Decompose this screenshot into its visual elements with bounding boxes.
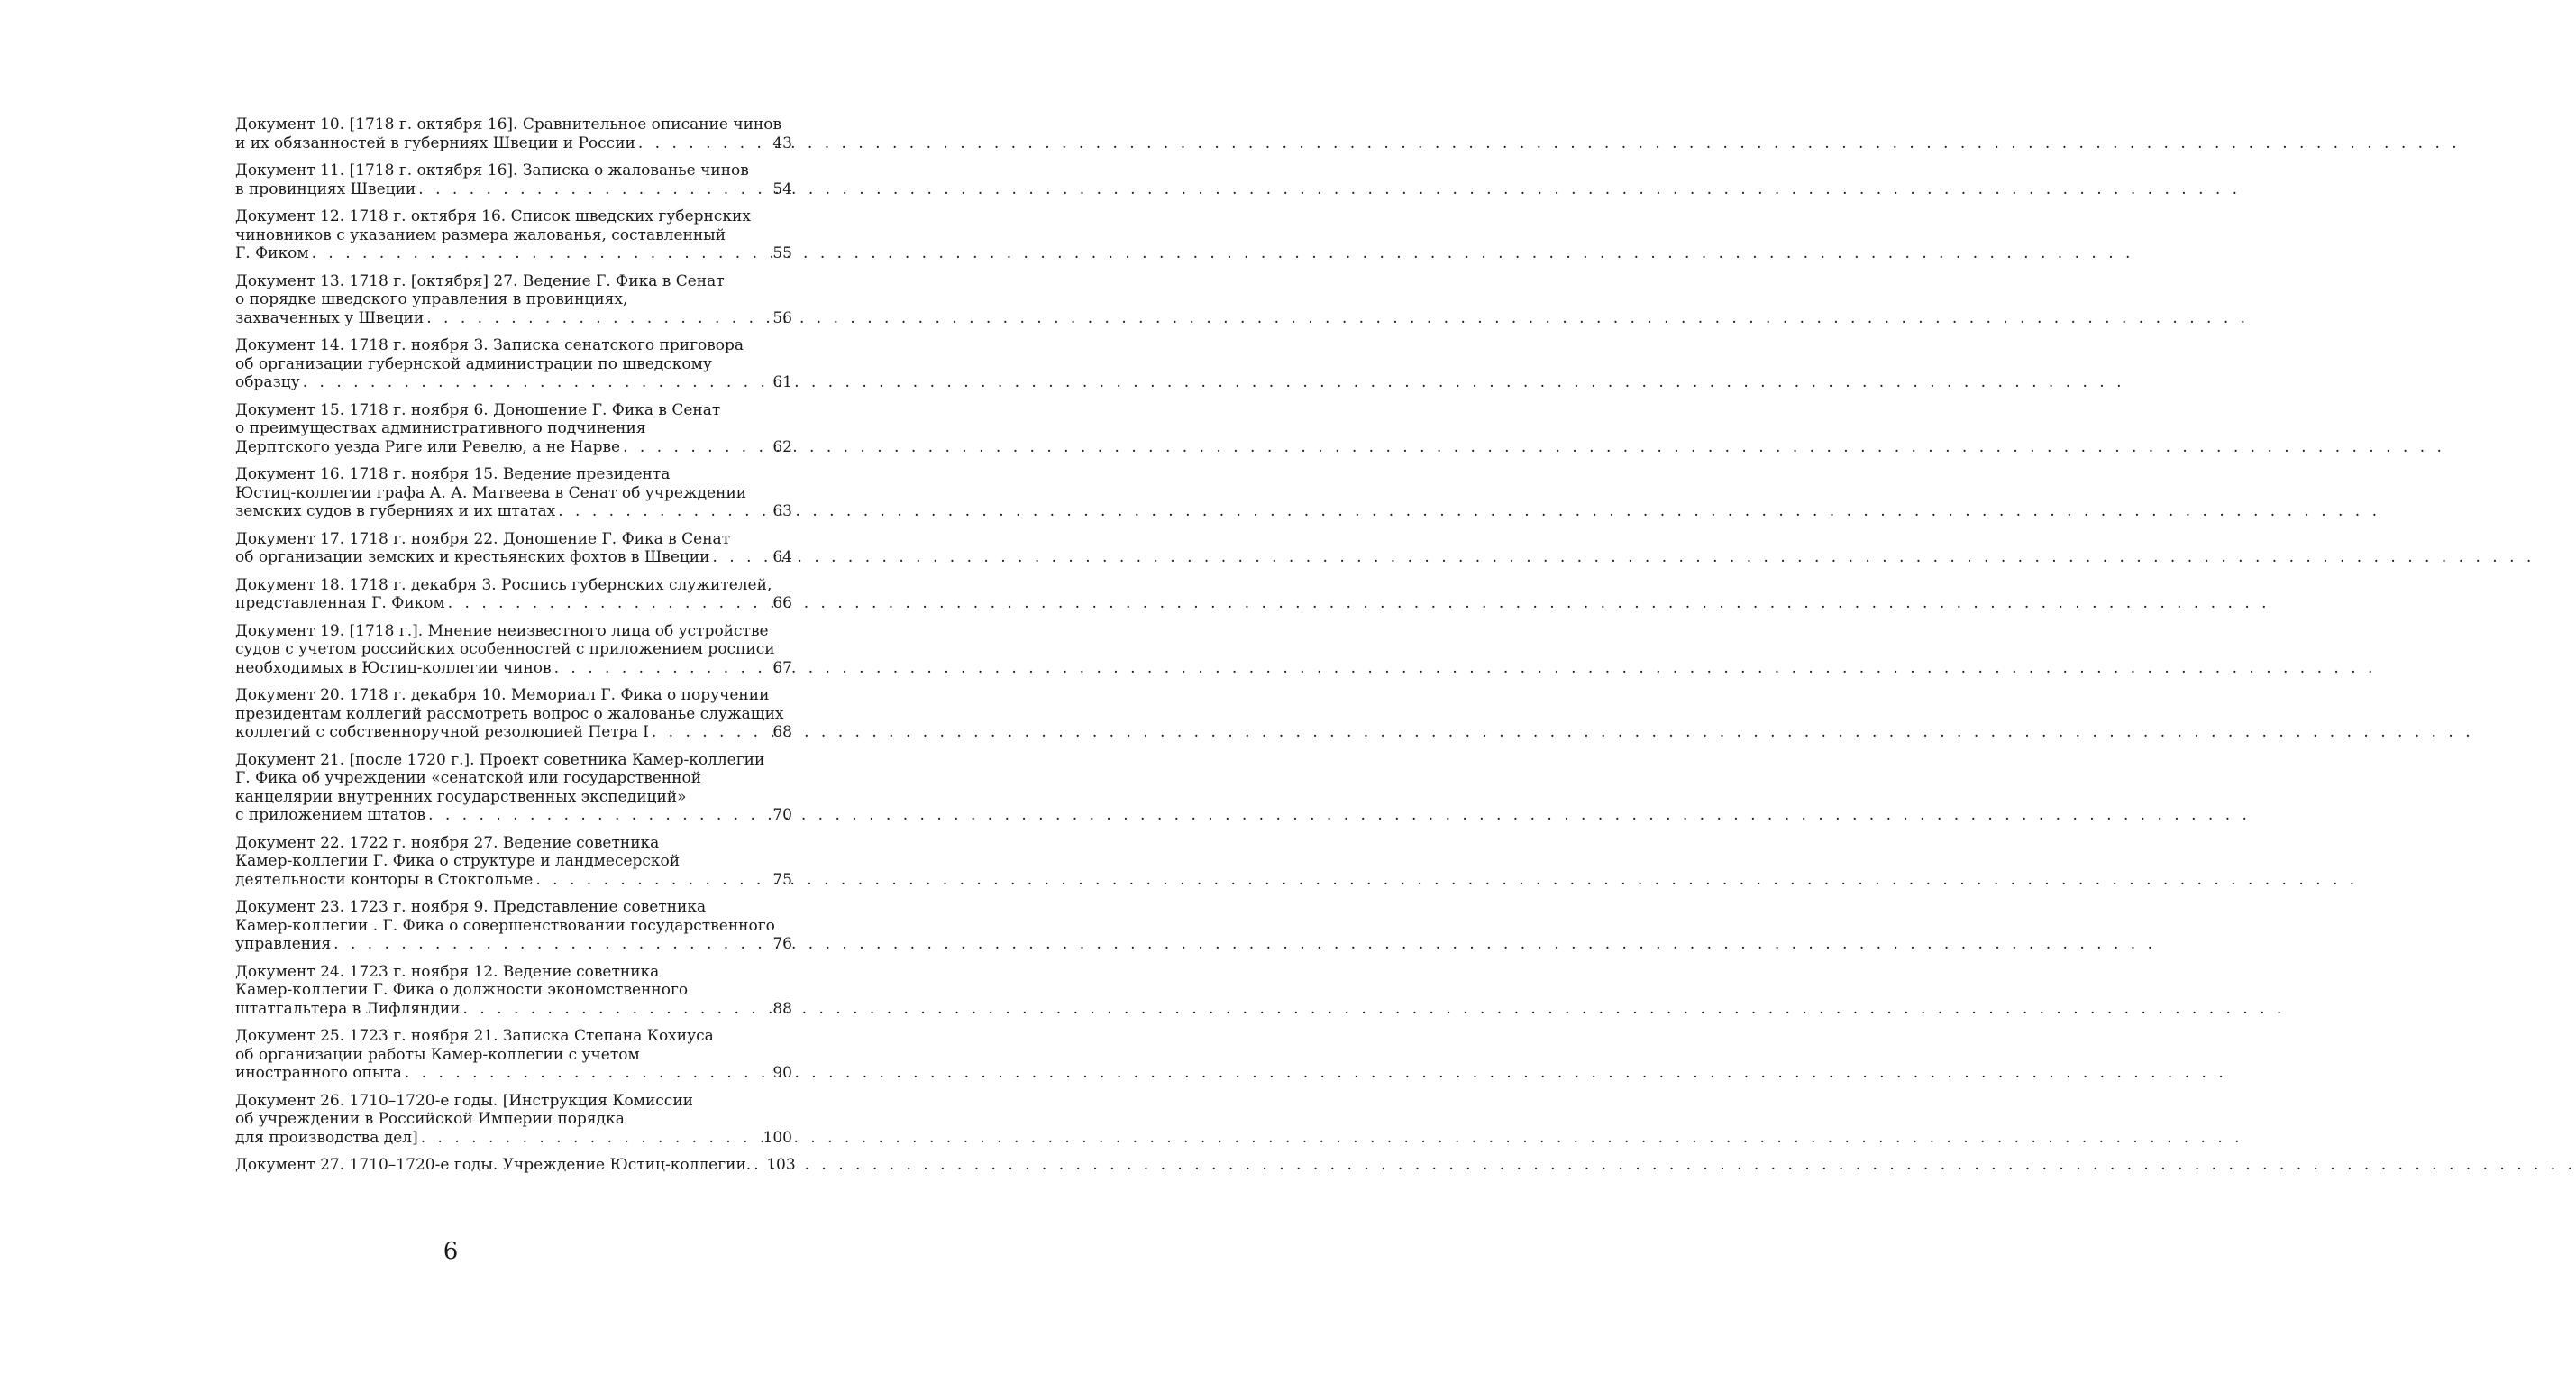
toc-leader-dots [331, 935, 772, 954]
toc-entry-text: образцу [235, 373, 300, 391]
toc-entry [235, 834, 792, 890]
toc-page-number: 88 [772, 999, 792, 1018]
toc-entry-line: об учреждении в Российской Империи порядка [235, 1110, 625, 1128]
toc-page-number: 103 [766, 1156, 796, 1174]
toc-entry-text: Документ 27. 1710–1720-е годы. Учреждение Юстиц-коллегии. [235, 1156, 752, 1174]
toc-entry [235, 1027, 792, 1083]
toc-entry-line [235, 1064, 792, 1083]
toc-entry-text: захваченных у Швеции [235, 308, 425, 327]
toc-entry [235, 898, 792, 954]
toc-entry-line: Документ 14. 1718 г. ноября 3. Записка сенатского приговора [235, 336, 744, 354]
toc-entry-line [235, 244, 792, 263]
toc-entry-line: Камер-коллегии Г. Фика о должности экономственного [235, 981, 689, 999]
toc-page-number: 100 [763, 1128, 792, 1147]
toc-leader-dots [533, 871, 772, 890]
toc-entry-line [235, 373, 792, 392]
toc-entry-line: Документ 10. [1718 г. октября 16]. Сравнительное описание чинов [235, 115, 782, 133]
toc-entry-line: Документ 17. 1718 г. ноября 22. Доношение Г. Фика в Сенат [235, 529, 731, 548]
toc-entry-line [235, 134, 792, 153]
toc-entry-line [235, 309, 792, 328]
toc-leader-dots [555, 502, 772, 521]
table-of-contents [235, 115, 796, 1184]
toc-page-number: 61 [772, 373, 792, 391]
toc-entry-text: необходимых в Юстиц-коллегии чинов [235, 658, 552, 677]
toc-entry-line [235, 871, 792, 890]
toc-entry-text: Г. Фиком [235, 244, 309, 262]
toc-entry [235, 207, 792, 263]
toc-entry-text: земских судов в губерниях и их штатах [235, 502, 556, 520]
toc-entry-line: о порядке шведского управления в провинциях, [235, 290, 628, 308]
toc-entry-line: Юстиц-коллегии графа А. А. Матвеева в Сенат об учреждении [235, 483, 747, 502]
toc-entry-line: Документ 23. 1723 г. ноября 9. Представление советника [235, 898, 707, 916]
toc-entry-line: Камер-коллегии . Г. Фика о совершенствовании государственного [235, 916, 775, 935]
toc-entry [235, 161, 792, 198]
toc-entry-text: коллегий с собственноручной резолюцией Петра I [235, 723, 649, 741]
toc-entry-line: канцелярии внутренних государственных экспедиций» [235, 787, 687, 806]
toc-page-number: 43 [772, 133, 792, 152]
toc-entry-line [235, 1129, 792, 1148]
toc-entry-text: с приложением штатов [235, 806, 426, 824]
toc-entry [235, 465, 792, 521]
toc-entry [235, 751, 792, 825]
toc-leader-dots [425, 806, 772, 825]
toc-entry-line [235, 594, 792, 613]
toc-entry-line: Документ 21. [после 1720 г.]. Проект советника Камер-коллегии [235, 750, 765, 769]
toc-entry-line: Документ 24. 1723 г. ноября 12. Ведение советника [235, 962, 660, 981]
toc-entry-line [235, 438, 792, 457]
toc-leader-dots [751, 1156, 766, 1175]
toc-entry-text: штатгальтера в Лифляндии [235, 999, 461, 1018]
toc-entry [235, 576, 792, 613]
toc-entry [235, 1092, 792, 1148]
toc-leader-dots [424, 309, 772, 328]
toc-leader-dots [635, 134, 773, 153]
toc-leader-dots [445, 594, 773, 613]
toc-page-number: 66 [772, 594, 792, 612]
toc-entry-line: Документ 13. 1718 г. [октября] 27. Ведение Г. Фика в Сенат [235, 271, 725, 290]
toc-entry-line [235, 180, 792, 199]
toc-entry-line: Документ 11. [1718 г. октября 16]. Записка о жалованье чинов [235, 161, 749, 179]
toc-entry-line: Документ 12. 1718 г. октября 16. Список шведских губернских [235, 207, 751, 225]
toc-entry [235, 686, 792, 742]
toc-page-number: 64 [772, 548, 792, 566]
toc-leader-dots [418, 1129, 763, 1148]
toc-entry-line [235, 548, 792, 567]
toc-entry-line: Документ 20. 1718 г. декабря 10. Мемориал Г. Фика о поручении [235, 686, 770, 704]
toc-page-number: 63 [772, 502, 792, 520]
toc-entry-text: об организации земских и крестьянских фохтов в Швеции [235, 548, 710, 566]
toc-page-number: 54 [772, 179, 792, 198]
toc-entry-line: Документ 18. 1718 г. декабря 3. Роспись губернских служителей, [235, 575, 772, 594]
toc-entry-text: и их обязанностей в губерниях Швеции и России [235, 133, 635, 152]
toc-leader-dots [300, 373, 773, 392]
toc-entry-text: управления [235, 935, 332, 953]
toc-entry [235, 115, 792, 152]
toc-entry-line: Документ 15. 1718 г. ноября 6. Доношение Г. Фика в Сенат [235, 400, 721, 419]
toc-leader-dots [309, 244, 773, 263]
toc-entry [235, 963, 792, 1019]
toc-page-number: 68 [772, 723, 792, 741]
toc-entry-line [235, 659, 792, 678]
toc-page-number: 76 [772, 935, 792, 953]
toc-entry-line: Камер-коллегии Г. Фика о структуре и ландмесерской [235, 852, 681, 870]
toc-leader-dots [461, 1000, 773, 1019]
toc-entry-line [235, 1156, 796, 1175]
toc-entry-line [235, 935, 792, 954]
toc-page-number: 67 [772, 658, 792, 677]
toc-entry [235, 1156, 796, 1175]
toc-entry-line [235, 806, 792, 825]
toc-entry-text: иностранного опыта [235, 1064, 402, 1082]
toc-entry [235, 401, 792, 457]
toc-entry-line: об организации губернской администрации по шведскому [235, 354, 712, 373]
toc-leader-dots [649, 723, 773, 742]
toc-entry-line: Документ 25. 1723 г. ноября 21. Записка Степана Кохиуса [235, 1027, 714, 1045]
toc-leader-dots [709, 548, 772, 567]
toc-entry-text: в провинциях Швеции [235, 179, 416, 198]
toc-entry-line: Документ 22. 1722 г. ноября 27. Ведение советника [235, 833, 660, 852]
toc-entry-text: представленная Г. Фиком [235, 594, 445, 612]
toc-entry-line: Г. Фика об учреждении «сенатской или государственной [235, 769, 702, 787]
toc-entry-line: президентам коллегий рассмотреть вопрос о жалованье служащих [235, 704, 784, 723]
toc-entry-text: Дерптского уезда Риге или Ревелю, а не Нарве [235, 437, 621, 456]
toc-leader-dots [416, 180, 772, 199]
toc-entry-line: Документ 26. 1710–1720-е годы. [Инструкция Комиссии [235, 1091, 693, 1110]
toc-entry-line [235, 1000, 792, 1019]
toc-leader-dots [620, 438, 772, 457]
toc-entry-line: о преимуществах административного подчинения [235, 419, 646, 437]
page-number: 6 [443, 1238, 459, 1265]
toc-page-number: 55 [772, 244, 792, 262]
toc-page-number: 70 [772, 806, 792, 824]
toc-entry-text: для производства дел] [235, 1128, 418, 1147]
toc-entry-line: Документ 16. 1718 г. ноября 15. Ведение президента [235, 465, 671, 483]
toc-leader-dots [552, 659, 773, 678]
toc-entry [235, 530, 792, 567]
toc-entry-line: чиновников с указанием размера жалованья, составленный [235, 225, 726, 244]
toc-entry [235, 336, 792, 392]
toc-entry-text: деятельности конторы в Стокгольме [235, 870, 534, 889]
toc-entry [235, 272, 792, 328]
toc-page-number: 90 [772, 1064, 792, 1082]
toc-entry-line: об организации работы Камер-коллегии с учетом [235, 1045, 640, 1064]
toc-entry-line [235, 502, 792, 521]
toc-entry [235, 622, 792, 678]
toc-page-number: 75 [772, 870, 792, 889]
toc-page-number: 56 [772, 308, 792, 327]
toc-entry-line [235, 723, 792, 742]
toc-leader-dots [402, 1064, 772, 1083]
toc-entry-line: судов с учетом российских особенностей с приложением росписи [235, 640, 775, 658]
toc-page-number: 62 [772, 437, 792, 456]
toc-entry-line: Документ 19. [1718 г.]. Мнение неизвестного лица об устройстве [235, 621, 769, 640]
